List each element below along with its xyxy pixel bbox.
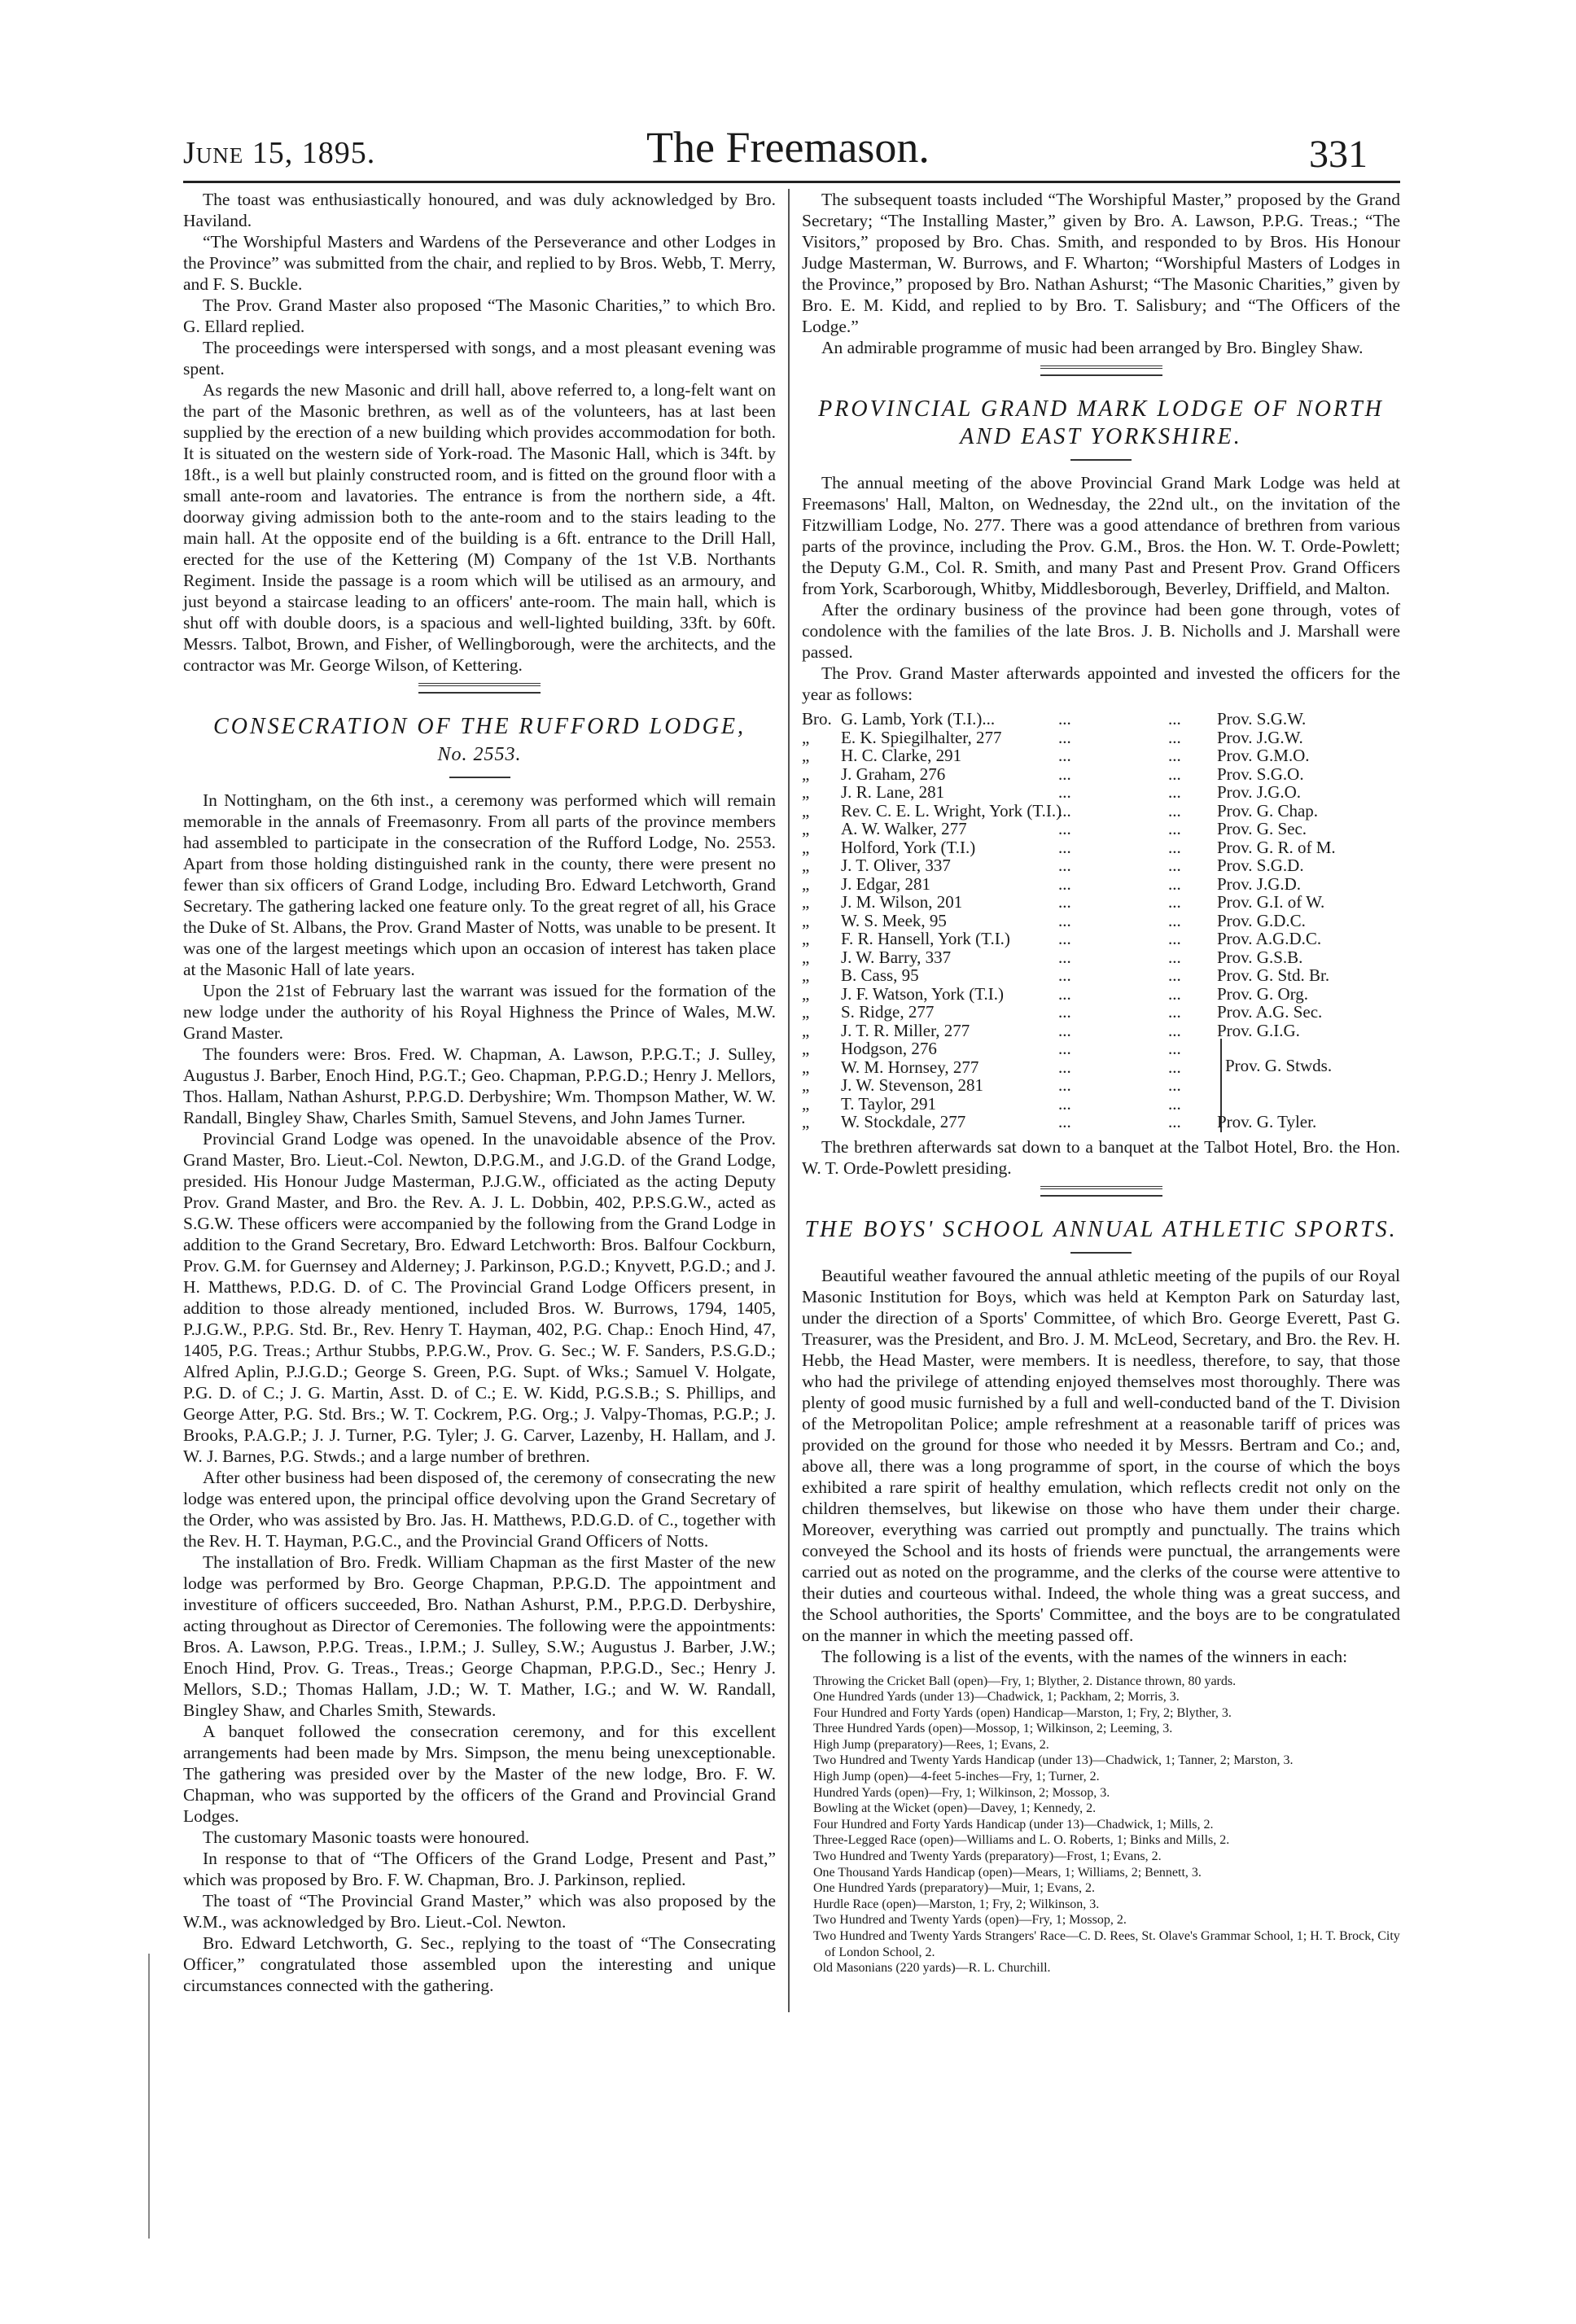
- paragraph: Upon the 21st of February last the warrant was issued for the formation of the new lodge under the authority of his Royal Highness the Prince of Wales, M.W. Grand Master.: [183, 981, 776, 1043]
- leader-dots: ...: [1058, 856, 1071, 875]
- leader-dots: ...: [1058, 892, 1071, 912]
- leader-dots: ...: [1058, 746, 1071, 765]
- result-line: High Jump (open)—4-feet 5-inches—Fry, 1; Turner, 2.: [813, 1770, 1100, 1784]
- officer-row: [802, 765, 1400, 784]
- leader-dots: ...: [1168, 856, 1181, 875]
- officer-row: [802, 948, 1400, 967]
- margin-mark: [148, 1954, 150, 2239]
- paragraph: In Nottingham, on the 6th inst., a ceremony was performed which will remain memorable in the annals of Freemasonry. From all parts of the province members had assembled to participate in the consecration of the Rufford Lodge, No. 2553. Apart from those holding distinguished rank in the county, there were present no fewer than six officers of Grand Lodge, including Bro. Edward Letchworth, Grand Secretary. The gathering lacked one feature only. To the great regret of all, his Grace the Duke of St. Albans, the Prov. Grand Master of Notts, was unable to be present. It was one of the largest meetings which upon an occasion of interest has taken place at the Masonic Hall of late years.: [183, 790, 776, 979]
- appointments: [802, 710, 1400, 1039]
- masthead-title: The Freemason.: [646, 123, 930, 172]
- paragraph: After other business had been disposed of, the ceremony of consecrating the new lodge was entered upon, the principal office devolving upon the Grand Secretary of the Order, who was assisted by Bro. Jas. H. Matthews, P.D.G.D. of C., together with the Rev. H. T. Hayman, P.G.C., and the Provincial Grand Officers of Notts.: [183, 1468, 776, 1551]
- officer-prefix: „: [802, 819, 810, 838]
- section-separator: [1040, 365, 1162, 376]
- officer-row: [802, 783, 1400, 802]
- officer-office: Prov. J.G.D.: [1217, 873, 1302, 894]
- result-line: High Jump (preparatory)—Rees, 1; Evans, 2.: [813, 1737, 1049, 1752]
- paragraph: As regards the new Masonic and drill hall, above referred to, a long-felt want on the part of the Masonic brethren, as well as of the volunteers, has at last been supplied by the erection of a new building which provides accommodation for both. It is situated on the western side of York-road. The Masonic Hall, which is 34ft. by 18ft., is a well but plainly constructed room, and is fitted on the ground floor with a small ante-room and lavatories. The entrance is from the northern side, a 4ft. doorway giving admission both to the ante-room and to the stairs leading to the main hall. At the opposite end of the building is a 6ft. entrance to the Drill Hall, erected for the use of the Kettering (M) Company of the 1st V.B. Northants Regiment. Inside the passage is a room which will be utilised as an armoury, and just beyond a staircase leading to an officers' ante-room. The main hall, which is shut off with double doors, is a spacious and well-lighted building, 33ft. by 60ft. Messrs. Talbot, Brown, and Fisher, of Wellingborough, were the architects, and the contractor was Mr. George Wilson, of Kettering.: [183, 380, 776, 675]
- leader-dots: ...: [1058, 800, 1071, 821]
- officer-name: J. M. Wilson, 201: [841, 892, 963, 912]
- leader-dots: ...: [1168, 800, 1181, 821]
- officer-name: J. W. Barry, 337: [841, 947, 952, 967]
- officer-prefix: „: [802, 965, 810, 985]
- heading-subtext: No. 2553.: [437, 744, 522, 765]
- leader-dots: ...: [1168, 1112, 1181, 1131]
- leader-dots: ...: [1058, 819, 1071, 838]
- paragraph: The installation of Bro. Fredk. William Chapman as the first Master of the new lodge was performed by Bro. George Chapman, P.P.G.D. The appointment and investiture of officers succeeded, Bro. Nathan Ashurst, P.M., P.P.G.D. Derbyshire, acting throughout as Director of Ceremonies. The following were the appointments: Bros. A. Lawson, P.P.G. Treas., I.P.M.; J. Sulley, S.W.; Augustus J. Barber, J.W.; Enoch Hind, Prov. G. Treas., Treas.; George Chapman, P.P.G.D., Sec.; Henry J. Mellors, S.D.; Thomas Hallam, J.D.; W. T. Mather, I.G.; and W. W. Randall, Bingley Shaw, and Charles Smith, Stewards.: [183, 1552, 776, 1720]
- officer-prefix: „: [802, 800, 810, 821]
- leader-dots: ...: [1058, 873, 1071, 894]
- leader-dots: ...: [1058, 1112, 1071, 1131]
- officer-name: A. W. Walker, 277: [841, 819, 967, 838]
- leader-dots: ...: [1168, 1075, 1181, 1095]
- officer-office: Prov. G. Sec.: [1217, 819, 1307, 838]
- leader-dots: ...: [1168, 746, 1181, 765]
- officer-name: Hodgson, 276: [841, 1039, 937, 1058]
- result-line: Old Masonians (220 yards)—R. L. Churchill.: [813, 1961, 1051, 1976]
- leader-dots: ...: [1168, 892, 1181, 912]
- paragraph: The founders were: Bros. Fred. W. Chapman, A. Lawson, P.P.G.T.; J. Sulley, Augustus J. Barber, Enoch Hind, P.G.T.; Geo. Chapman, P.P.G.D.; Henry J. Mellors, Thos. Hallam, Nathan Ashurst, P.P.G.D. Derbyshire; Wm. Thompson Mather, W. W. Randall, Bingley Shaw, Charles Smith, Samuel Stevens, and John James Turner.: [183, 1044, 776, 1127]
- result-line: Three-Legged Race (open)—Williams and L. O. Roberts, 1; Binks and Mills, 2.: [813, 1833, 1230, 1848]
- paragraph: The toast was enthusiastically honoured, and was duly acknowledged by Bro. Haviland.: [183, 190, 776, 230]
- issue-date: June 15, 1895.: [183, 136, 376, 170]
- leader-dots: ...: [1058, 782, 1071, 802]
- officer-row: [802, 838, 1400, 857]
- result-line: Throwing the Cricket Ball (open)—Fry, 1; Blyther, 2. Distance thrown, 80 yards.: [813, 1674, 1237, 1688]
- leader-dots: ...: [1168, 965, 1181, 985]
- officer-prefix: „: [802, 782, 810, 802]
- officer-name: J. F. Watson, York (T.I.): [841, 983, 1005, 1004]
- officer-prefix: „: [802, 1039, 810, 1058]
- officer-name: H. C. Clarke, 291: [841, 746, 962, 765]
- officer-name: F. R. Hansell, York (T.I.): [841, 929, 1010, 948]
- section-heading: [183, 713, 776, 768]
- paragraph: The brethren afterwards sat down to a banquet at the Talbot Hotel, Bro. the Hon. W. T. Orde-Powlett presiding.: [802, 1136, 1400, 1178]
- officer-name: T. Taylor, 291: [841, 1093, 937, 1114]
- leader-dots: ...: [1058, 764, 1071, 784]
- leader-dots: ...: [1058, 910, 1071, 930]
- officer-name: Holford, York (T.I.): [841, 837, 976, 857]
- officer-office: Prov. A.G.D.C.: [1217, 929, 1322, 948]
- officer-prefix: „: [802, 837, 810, 857]
- leader-dots: ...: [1058, 929, 1071, 948]
- leader-dots: ...: [1058, 709, 1071, 729]
- header-rule: [183, 181, 1400, 183]
- leader-dots: ...: [1168, 983, 1181, 1004]
- paragraph: A banquet followed the consecration ceremony, and for this excellent arrangements had been made by Mrs. Simpson, the menu being unexceptionable. The gathering was presided over by the Master of the new lodge, Bro. F. W. Chapman, who was supported by the officers of the Grand and Provincial Grand Lodges.: [183, 1722, 776, 1826]
- paragraph: In response to that of “The Officers of the Grand Lodge, Present and Past,” which was proposed by Bro. F. W. Chapman, Bro. J. Parkinson, replied.: [183, 1849, 776, 1889]
- officer-name: J. T. Oliver, 337: [841, 856, 951, 875]
- paragraph: The customary Masonic toasts were honoured.: [203, 1827, 530, 1847]
- stewards-office: Prov. G. Stwds.: [1225, 1056, 1333, 1075]
- paragraph: After the ordinary business of the province had been gone through, votes of condolence with the families of the late Bros. J. B. Nicholls and J. Marshall were passed.: [802, 600, 1400, 662]
- officer-prefix: „: [802, 1075, 810, 1095]
- officer-prefix: „: [802, 764, 810, 784]
- result-line: Hundred Yards (open)—Fry, 1; Wilkinson, 2; Mossop, 3.: [813, 1785, 1110, 1800]
- leader-dots: ...: [1058, 1057, 1071, 1077]
- result-line: One Thousand Yards Handicap (open)—Mears, 1; Williams, 2; Bennett, 3.: [813, 1865, 1202, 1880]
- leader-dots: ...: [1058, 1075, 1071, 1095]
- officer-office: Prov. A.G. Sec.: [1217, 1002, 1323, 1022]
- result-line: Two Hundred and Twenty Yards (open)—Fry, 1; Mossop, 2.: [813, 1913, 1127, 1928]
- officer-name: S. Ridge, 277: [841, 1002, 935, 1022]
- officer-name: J. W. Stevenson, 281: [841, 1075, 984, 1095]
- officer-name: B. Cass, 95: [841, 965, 919, 985]
- heading-rule: [449, 777, 510, 778]
- officer-prefix: „: [802, 892, 810, 912]
- leader-dots: ...: [1058, 965, 1071, 985]
- officer-office: Prov. G. Org.: [1217, 983, 1309, 1004]
- officer-name: W. Stockdale, 277: [841, 1112, 966, 1131]
- paragraph: The toast of “The Provincial Grand Master,” which was also proposed by the W.M., was acknowledged by Bro. Lieut.-Col. Newton.: [183, 1891, 776, 1932]
- officer-name: Rev. C. E. L. Wright, York (T.I.): [841, 800, 1062, 821]
- officer-name: G. Lamb, York (T.I.)...: [841, 709, 996, 729]
- paragraph: An admirable programme of music had been arranged by Bro. Bingley Shaw.: [821, 338, 1364, 357]
- officer-prefix: „: [802, 746, 810, 765]
- steward-row: [802, 1095, 1400, 1114]
- result-line: Four Hundred and Forty Yards Handicap (under 13)—Chadwick, 1; Mills, 2.: [813, 1817, 1214, 1832]
- leader-dots: ...: [1168, 1057, 1181, 1077]
- officer-row: [802, 893, 1400, 912]
- paragraph: Bro. Edward Letchworth, G. Sec., replying to the toast of “The Consecrating Officer,” congratulated those assembled upon the interesting and unique circumstances connected with the gathering.: [183, 1933, 776, 1995]
- heading-text: CONSECRATION OF THE RUFFORD LODGE,: [213, 714, 746, 739]
- officer-name: W. M. Hornsey, 277: [841, 1057, 979, 1077]
- result-line: Two Hundred and Twenty Yards (preparatory)—Frost, 1; Evans, 2.: [813, 1849, 1162, 1864]
- column-divider: [788, 189, 790, 2012]
- heading-text: AND EAST YORKSHIRE.: [960, 424, 1242, 449]
- paragraph: The Prov. Grand Master also proposed “The Masonic Charities,” to which Bro. G. Ellard replied.: [183, 295, 776, 336]
- officer-row: [802, 930, 1400, 948]
- leader-dots: ...: [1168, 873, 1181, 894]
- officer-row: [802, 710, 1400, 729]
- officer-row: [802, 875, 1400, 894]
- paragraph: The Prov. Grand Master afterwards appointed and invested the officers for the year as follows:: [802, 663, 1400, 704]
- paragraph: The subsequent toasts included “The Worshipful Master,” proposed by the Grand Secretary; “The Installing Master,” given by Bro. A. Lawson, P.P.G. Treas.; “The Visitors,” proposed by Bro. Chas. Smith, and responded to by Bros. His Honour Judge Masterman, W. Burrows, and F. Wharton; “Worshipful Masters of Lodges in the Province,” proposed by Bro. Nathan Ashurst; “The Masonic Charities,” given by Bro. E. M. Kidd, and replied to by Bro. T. Salisbury; and “The Officers of the Lodge.”: [802, 190, 1400, 336]
- officer-name: J. Graham, 276: [841, 764, 946, 784]
- leader-dots: ...: [1058, 983, 1071, 1004]
- officer-row: [802, 1022, 1400, 1040]
- paragraph: The proceedings were interspersed with songs, and a most pleasant evening was spent.: [183, 338, 776, 379]
- officer-name: J. R. Lane, 281: [841, 782, 945, 802]
- officers-list: [802, 710, 1400, 1131]
- officer-row: [802, 802, 1400, 821]
- officer-prefix: „: [802, 1112, 810, 1131]
- officer-row: [802, 912, 1400, 930]
- officer-office: Prov. G.S.B.: [1217, 947, 1303, 967]
- leader-dots: ...: [1168, 837, 1181, 857]
- section-heading: [802, 396, 1400, 451]
- officer-office: Prov. G.I. of W.: [1217, 892, 1325, 912]
- officer-office: Prov. S.G.D.: [1217, 856, 1304, 875]
- stewards-group: [802, 1039, 1400, 1113]
- officer-prefix: Bro.: [802, 709, 832, 729]
- officer-office: Prov. S.G.W.: [1217, 709, 1307, 729]
- leader-dots: ...: [1168, 709, 1181, 729]
- section-heading: [802, 1216, 1400, 1244]
- consecration-article: [183, 790, 776, 1996]
- officer-name: E. K. Spiegilhalter, 277: [841, 727, 1002, 747]
- leader-dots: ...: [1168, 1020, 1181, 1040]
- heading-rule: [1070, 1252, 1132, 1254]
- paragraph: Beautiful weather favoured the annual athletic meeting of the pupils of our Royal Masonic Institution for Boys, which was held at Kempton Park on Saturday last, under the direction of a Sports' Committee, of which Bro. George Everett, Past G. Treasurer, was the President, and Bro. J. M. McLeod, Secretary, and Bro. the Rev. H. Hebb, the Head Master, were members. It is needless, therefore, to say, that those who had the privilege of attending enjoyed themselves most thoroughly. There was plenty of good music furnished by a full and well-conducted band of the T. Division of the Metropolitan Police; ample refreshment at a reasonable tariff of prices was provided on the ground for those who needed it by Messrs. Bertram and Co.; and, above all, there was a long programme of sport, in the course of which the boys exhibited a rare spirit of healthy emulation, which reflects credit not only on the children themselves, but likewise on those who have them under their charge. Moreover, everything was carried out promptly and punctually. The trains which conveyed the School and its hosts of friends were punctual, the arrangements were carried out as noted on the programme, and the clerks of the course were attentive to their duties and courteous withal. Indeed, the whole thing was a great success, and the School authorities, the Sports' Committee, and the boys are to be congratulated on the manner in which the meeting passed off.: [802, 1265, 1400, 1645]
- heading-text: PROVINCIAL GRAND MARK LODGE OF NORTH: [818, 396, 1384, 422]
- leader-dots: ...: [1168, 1093, 1181, 1114]
- officer-row: [802, 966, 1400, 985]
- result-line: One Hundred Yards (preparatory)—Muir, 1; Evans, 2.: [813, 1881, 1095, 1896]
- result-line: Four Hundred and Forty Yards (open) Handicap—Marston, 1; Fry, 2; Blyther, 3.: [813, 1705, 1232, 1720]
- officer-prefix: „: [802, 1020, 810, 1040]
- heading-text: THE BOYS' SCHOOL ANNUAL ATHLETIC SPORTS.: [804, 1216, 1398, 1242]
- sports-article: [802, 1265, 1400, 1667]
- officer-prefix: „: [802, 1002, 810, 1022]
- officer-office: Prov. J.G.W.: [1217, 727, 1303, 747]
- section-separator: [1040, 1186, 1162, 1197]
- result-line: Two Hundred and Twenty Yards Handicap (under 13)—Chadwick, 1; Tanner, 2; Marston, 3.: [813, 1753, 1294, 1768]
- paragraph: Provincial Grand Lodge was opened. In the unavoidable absence of the Prov. Grand Master, Bro. Lieut.-Col. Newton, D.P.G.M., and J.G.D. of the Grand Lodge, presided. His Honour Judge Masterman, P.J.G.W., officiated as the acting Deputy Prov. Grand Master, and Bro. the Rev. A. J. L. Dobbin, 402, P.P.S.G.W., acted as S.G.W. These officers were accompanied by the following from the Grand Lodge in addition to the Grand Secretary, Bro. Edward Letchworth: Bros. Balfour Cockburn, Prov. G.M. for Guernsey and Alderney; J. Parkinson, P.G.D.; Knyvett, P.G.D.; and J. H. Matthews, P.D.G. D. of C. The Provincial Grand Lodge Officers present, in addition to those already mentioned, included Bros. W. Burrows, 1794, 1405, P.J.G.W., P.P.G. Std. Br., Rev. Henry T. Hayman, 402, P.G. Chap.: Enoch Hind, 47, 1405, P.G. Treas.; Arthur Stubbs, P.P.G.W., Prov. G. Sec.; W. F. Sanders, P.S.G.D.; Alfred Aplin, P.J.G.D.; George S. Green, P.G. Supt. of Wks.; Samuel V. Holgate, P.G. D. of C.; J. G. Martin, Asst. D. of C.; E. W. Kidd, P.G.S.B.; S. Phillips, and George Atter, P.G. Std. Brs.; W. T. Cockrem, P.G. Org.; J. Valpy-Thomas, P.G.P.; J. Brooks, P.A.G.P.; J. J. Turner, P.G. Tyler; J. G. Carver, Lazenby, H. Hallam, and J. W. J. Barnes, P.G. Stwds.; and a large number of brethren.: [183, 1129, 776, 1466]
- leader-dots: ...: [1168, 947, 1181, 967]
- result-line: One Hundred Yards (under 13)—Chadwick, 1; Packham, 2; Morris, 3.: [813, 1690, 1180, 1705]
- left-column: [183, 189, 776, 1996]
- officer-prefix: „: [802, 910, 810, 930]
- officer-prefix: „: [802, 983, 810, 1004]
- leader-dots: ...: [1058, 1020, 1071, 1040]
- officer-prefix: „: [802, 727, 810, 747]
- rufford-toasts: [802, 189, 1400, 358]
- leader-dots: ...: [1168, 1002, 1181, 1022]
- leader-dots: ...: [1058, 837, 1071, 857]
- leader-dots: ...: [1168, 929, 1181, 948]
- officer-prefix: „: [802, 947, 810, 967]
- officer-office: Prov. G. Std. Br.: [1217, 965, 1330, 985]
- kettering-report: [183, 189, 776, 676]
- right-column: [802, 189, 1400, 1976]
- paragraph: The annual meeting of the above Provincial Grand Mark Lodge was held at Freemasons' Hall, Malton, on Wednesday, the 22nd ult., on the invitation of the Fitzwilliam Lodge, No. 277. There was a good attendance of brethren from various parts of the province, including the Prov. G.M., Bros. the Hon. W. T. Orde-Powlett; the Deputy G.M., Col. R. Smith, and many Past and Present Prov. Grand Officers from York, Scarborough, Whitby, Middlesborough, Beverley, Driffield, and Malton.: [802, 473, 1400, 598]
- leader-dots: ...: [1168, 764, 1181, 784]
- paragraph: The following is a list of the events, with the names of the winners in each:: [821, 1646, 1348, 1666]
- officer-prefix: „: [802, 929, 810, 948]
- officer-name: J. T. R. Miller, 277: [841, 1020, 970, 1040]
- officer-prefix: „: [802, 1093, 810, 1114]
- officer-office: Prov. G. R. of M.: [1217, 837, 1336, 857]
- leader-dots: ...: [1058, 1002, 1071, 1022]
- leader-dots: ...: [1168, 910, 1181, 930]
- officer-row: [802, 746, 1400, 765]
- leader-dots: ...: [1058, 727, 1071, 747]
- leader-dots: ...: [1168, 819, 1181, 838]
- officer-row: [802, 820, 1400, 838]
- officer-office: Prov. G.D.C.: [1217, 910, 1306, 930]
- officer-office: Prov. G. Chap.: [1217, 800, 1319, 821]
- result-line: Bowling at the Wicket (open)—Davey, 1; Kennedy, 2.: [813, 1801, 1097, 1816]
- officer-name: W. S. Meek, 95: [841, 910, 947, 930]
- page-number: 331: [1309, 133, 1368, 176]
- officer-office: Prov. G. Tyler.: [1217, 1112, 1317, 1131]
- officer-prefix: „: [802, 1057, 810, 1077]
- mark-lodge-article: [802, 472, 1400, 705]
- officer-row: [802, 985, 1400, 1004]
- leader-dots: ...: [1058, 947, 1071, 967]
- result-line: Two Hundred and Twenty Yards Strangers' Race—C. D. Rees, St. Olave's Grammar School, 1; H. T. Brock, City of London School, 2.: [813, 1929, 1400, 1959]
- officer-office: Prov. S.G.O.: [1217, 764, 1304, 784]
- heading-rule: [1070, 459, 1132, 461]
- officer-row: [802, 729, 1400, 747]
- officer-prefix: „: [802, 873, 810, 894]
- paragraph: “The Worshipful Masters and Wardens of the Perseverance and other Lodges in the Province” was submitted from the chair, and replied to by Bros. Webb, T. Merry, and F. S. Buckle.: [183, 232, 776, 294]
- leader-dots: ...: [1058, 1093, 1071, 1114]
- section-separator: [418, 683, 541, 694]
- officer-name: J. Edgar, 281: [841, 873, 930, 894]
- leader-dots: ...: [1168, 727, 1181, 747]
- officer-office: Prov. G.M.O.: [1217, 746, 1310, 765]
- results-list: [802, 1674, 1400, 1976]
- officer-office: Prov. J.G.O.: [1217, 782, 1302, 802]
- officer-row: [802, 1113, 1400, 1131]
- result-line: Three Hundred Yards (open)—Mossop, 1; Wilkinson, 2; Leeming, 3.: [813, 1722, 1173, 1736]
- officer-row: [802, 1003, 1400, 1022]
- leader-dots: ...: [1168, 782, 1181, 802]
- leader-dots: ...: [1058, 1039, 1071, 1058]
- leader-dots: ...: [1168, 1039, 1181, 1058]
- officer-row: [802, 856, 1400, 875]
- result-line: Hurdle Race (open)—Marston, 1; Fry, 2; Wilkinson, 3.: [813, 1897, 1100, 1911]
- officer-office: Prov. G.I.G.: [1217, 1020, 1300, 1040]
- officer-prefix: „: [802, 856, 810, 875]
